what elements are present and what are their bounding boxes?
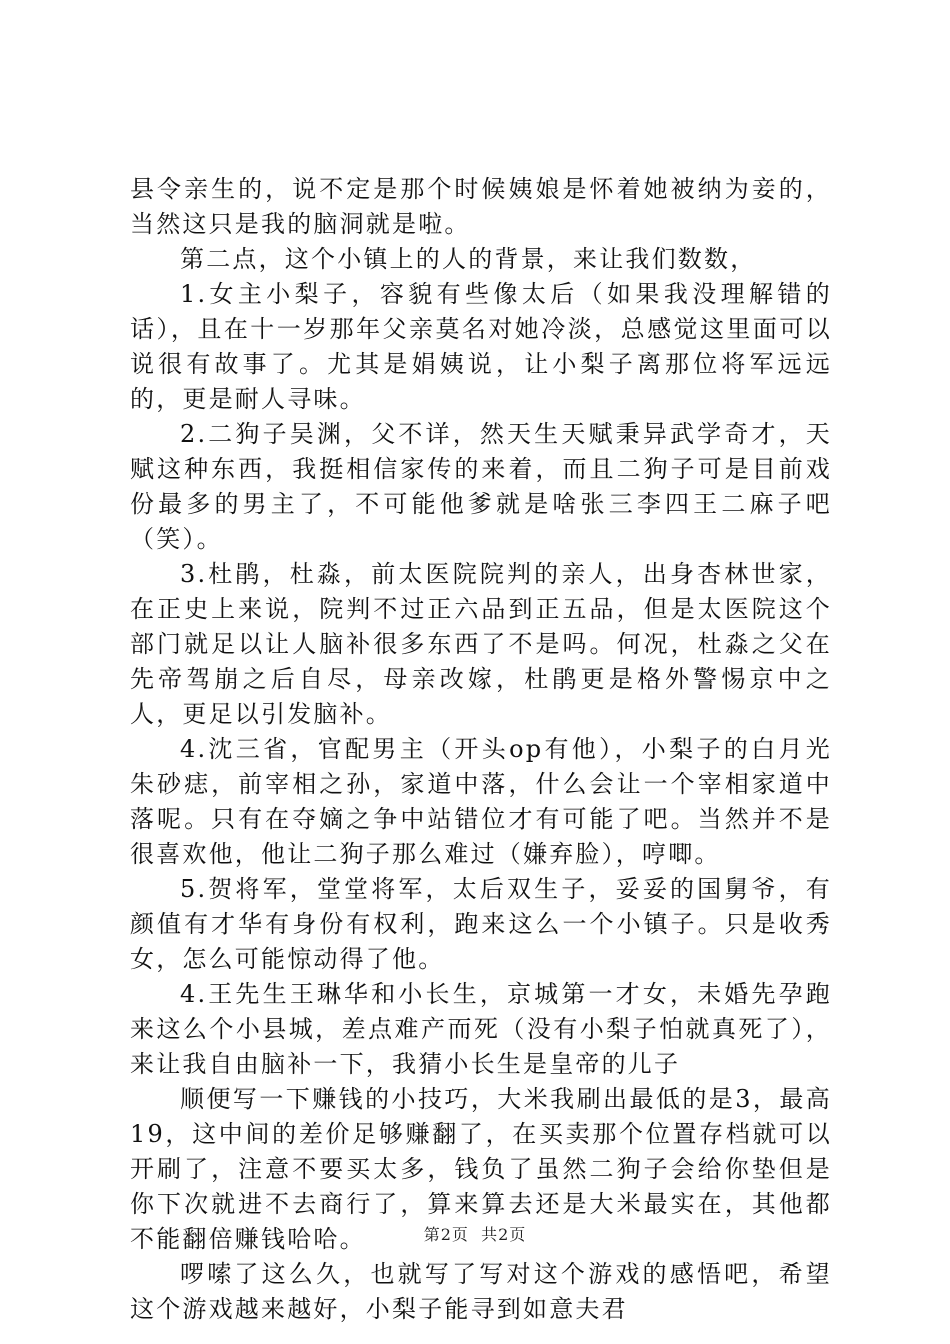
paragraph-closing: 啰嗦了这么久，也就写了写对这个游戏的感悟吧，希望这个游戏越来越好，小梨子能寻到如意夫君 [130, 1260, 832, 1323]
paragraph-money-tips: 顺便写一下赚钱的小技巧，大米我刷出最低的是3，最高19，这中间的差价足够赚翻了，在买卖那个位置存档就可以开刷了，注意不要买太多，钱负了虽然二狗子会给你垫但是你下次就进不去商行了，算来算去还是大米最实在，其他都不能翻倍赚钱哈哈。 [130, 1085, 832, 1253]
paragraph-item-shensansheng: 4.沈三省，官配男主（开头op有他），小梨子的白月光朱砂痣，前宰相之孙，家道中落，什么会让一个宰相家道中落呢。只有在夺嫡之争中站错位才有可能了吧。当然并不是很喜欢他，他让二狗子那么难过（嫌弃脸），哼唧。 [130, 735, 832, 868]
paragraph-item-ergouzi: 2.二狗子吴渊，父不详，然天生天赋秉异武学奇才，天赋这种东西，我挺相信家传的来着，而且二狗子可是目前戏份最多的男主了，不可能他爹就是啥张三李四王二麻子吧（笑）。 [130, 420, 832, 553]
paragraph-second-point: 第二点，这个小镇上的人的背景，来让我们数数， [180, 245, 757, 273]
page-number-label: 第2页 共2页 [423, 1225, 527, 1244]
paragraph-item-wang-teacher: 4.王先生王琳华和小长生，京城第一才女，未婚先孕跑来这么个小县城，差点难产而死（没有小梨子怕就真死了），来让我自由脑补一下，我猜小长生是皇帝的儿子 [130, 980, 832, 1078]
paragraph-item-dujuan: 3.杜鹃，杜淼，前太医院院判的亲人，出身杏林世家，在正史上来说，院判不过正六品到正五品，但是太医院这个部门就足以让人脑补很多东西了不是吗。何况，杜淼之父在先帝驾崩之后自尽，母亲改嫁，杜鹃更是格外警惕京中之人，更足以引发脑补。 [130, 560, 832, 728]
page-footer [0, 1222, 950, 1245]
paragraph-item-he-general: 5.贺将军，堂堂将军，太后双生子，妥妥的国舅爷，有颜值有才华有身份有权利，跑来这么一个小镇子。只是收秀女，怎么可能惊动得了他。 [130, 875, 832, 973]
paragraph-continuation: 县令亲生的，说不定是那个时候姨娘是怀着她被纳为妾的，当然这只是我的脑洞就是啦。 [130, 175, 832, 238]
document-body [130, 172, 832, 1327]
paragraph-item-xiaolizi: 1.女主小梨子，容貌有些像太后（如果我没理解错的话），且在十一岁那年父亲莫名对她冷淡，总感觉这里面可以说很有故事了。尤其是娟姨说，让小梨子离那位将军远远的，更是耐人寻味。 [130, 280, 832, 413]
